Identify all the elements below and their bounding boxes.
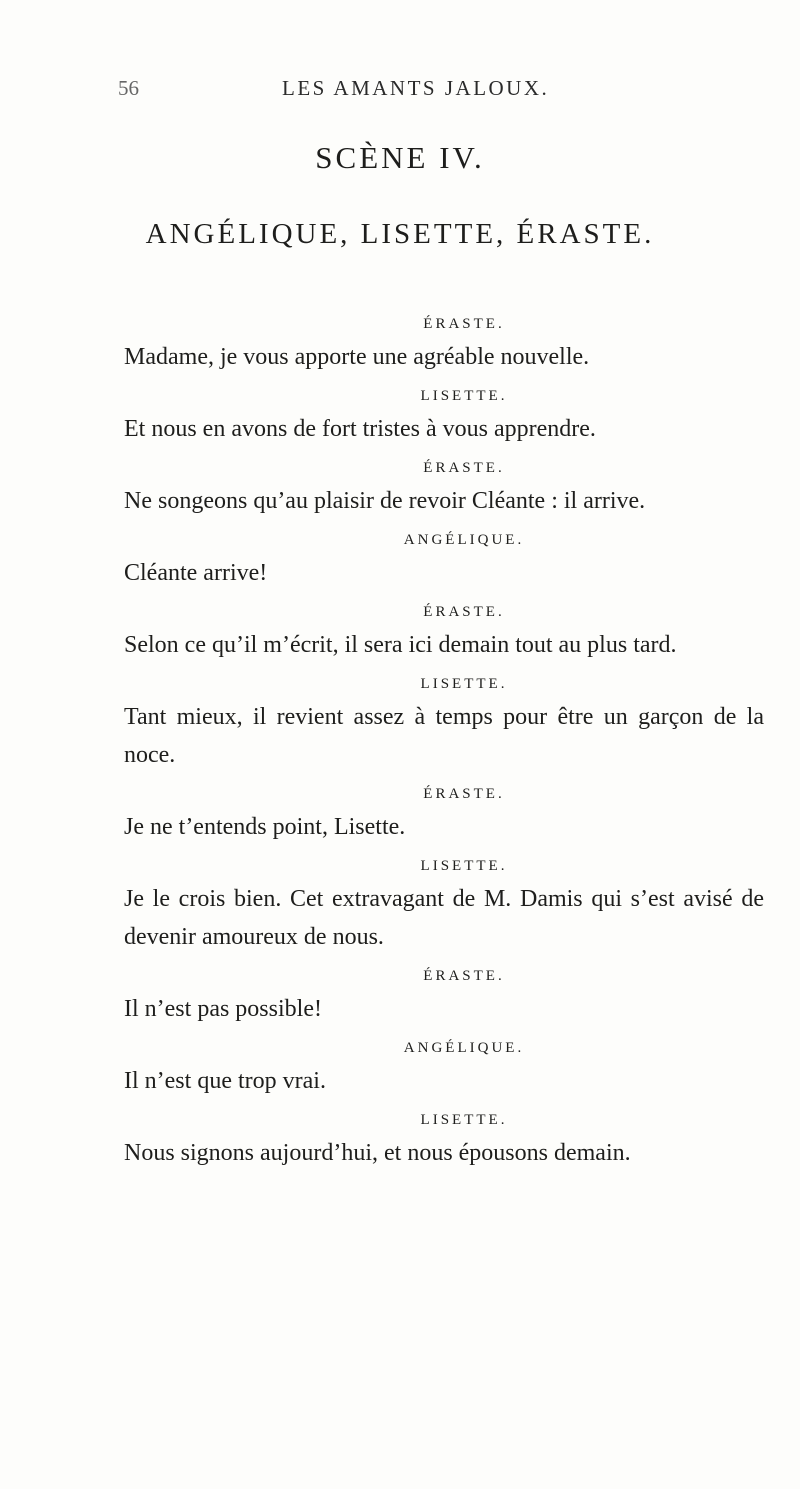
- scene-title: SCÈNE IV.: [315, 140, 485, 175]
- dialogue-entry: [124, 458, 764, 520]
- dialogue-entry: [124, 386, 764, 448]
- speech-line: Je le crois bien. Cet extravagant de M. Damis qui s’est avisé de devenir amoureux de nous.: [124, 886, 764, 950]
- speech-line: Cléante arrive!: [124, 560, 268, 586]
- speaker-name: LISETTE.: [420, 388, 508, 404]
- speaker-name: ANGÉLIQUE.: [403, 532, 525, 548]
- running-title: LES AMANTS JALOUX.: [282, 76, 550, 100]
- speech-line: Tant mieux, il revient assez à temps pour être un garçon de la noce.: [124, 704, 764, 768]
- dialogue-entry: [124, 856, 764, 956]
- speech-line: Il n’est pas possible!: [124, 996, 322, 1022]
- dialogue-entry: [124, 784, 764, 846]
- speech-line: Ne songeons qu’au plaisir de revoir Cléante : il arrive.: [124, 488, 646, 514]
- speech-line: Selon ce qu’il m’écrit, il sera ici demain tout au plus tard.: [124, 632, 677, 658]
- speech-line: Nous signons aujourd’hui, et nous épousons demain.: [124, 1140, 631, 1166]
- dialogue-entry: [124, 314, 764, 376]
- dialogue-entry: [124, 674, 764, 774]
- page-number: 56: [118, 76, 139, 100]
- speech-line: Je ne t’entends point, Lisette.: [124, 814, 406, 840]
- speaker-name: ÉRASTE.: [423, 604, 505, 620]
- speech-line: Et nous en avons de fort tristes à vous apprendre.: [124, 416, 596, 442]
- dialogue-entry: [124, 602, 764, 664]
- speaker-name: ANGÉLIQUE.: [403, 1040, 525, 1056]
- dialogue-entry: [124, 1110, 764, 1172]
- scene-characters: ANGÉLIQUE, LISETTE, ÉRASTE.: [145, 218, 655, 250]
- speaker-name: ÉRASTE.: [423, 786, 505, 802]
- speaker-name: LISETTE.: [420, 676, 508, 692]
- speaker-name: LISETTE.: [420, 858, 508, 874]
- dialogue-entry: [124, 1038, 764, 1100]
- speech-line: Madame, je vous apporte une agréable nouvelle.: [124, 344, 590, 370]
- dialogue-entry: [124, 530, 764, 592]
- speaker-name: LISETTE.: [420, 1112, 508, 1128]
- dialogue: [124, 308, 764, 1182]
- speaker-name: ÉRASTE.: [423, 968, 505, 984]
- speaker-name: ÉRASTE.: [423, 460, 505, 476]
- speaker-name: ÉRASTE.: [423, 316, 505, 332]
- speech-line: Il n’est que trop vrai.: [124, 1068, 326, 1094]
- dialogue-entry: [124, 966, 764, 1028]
